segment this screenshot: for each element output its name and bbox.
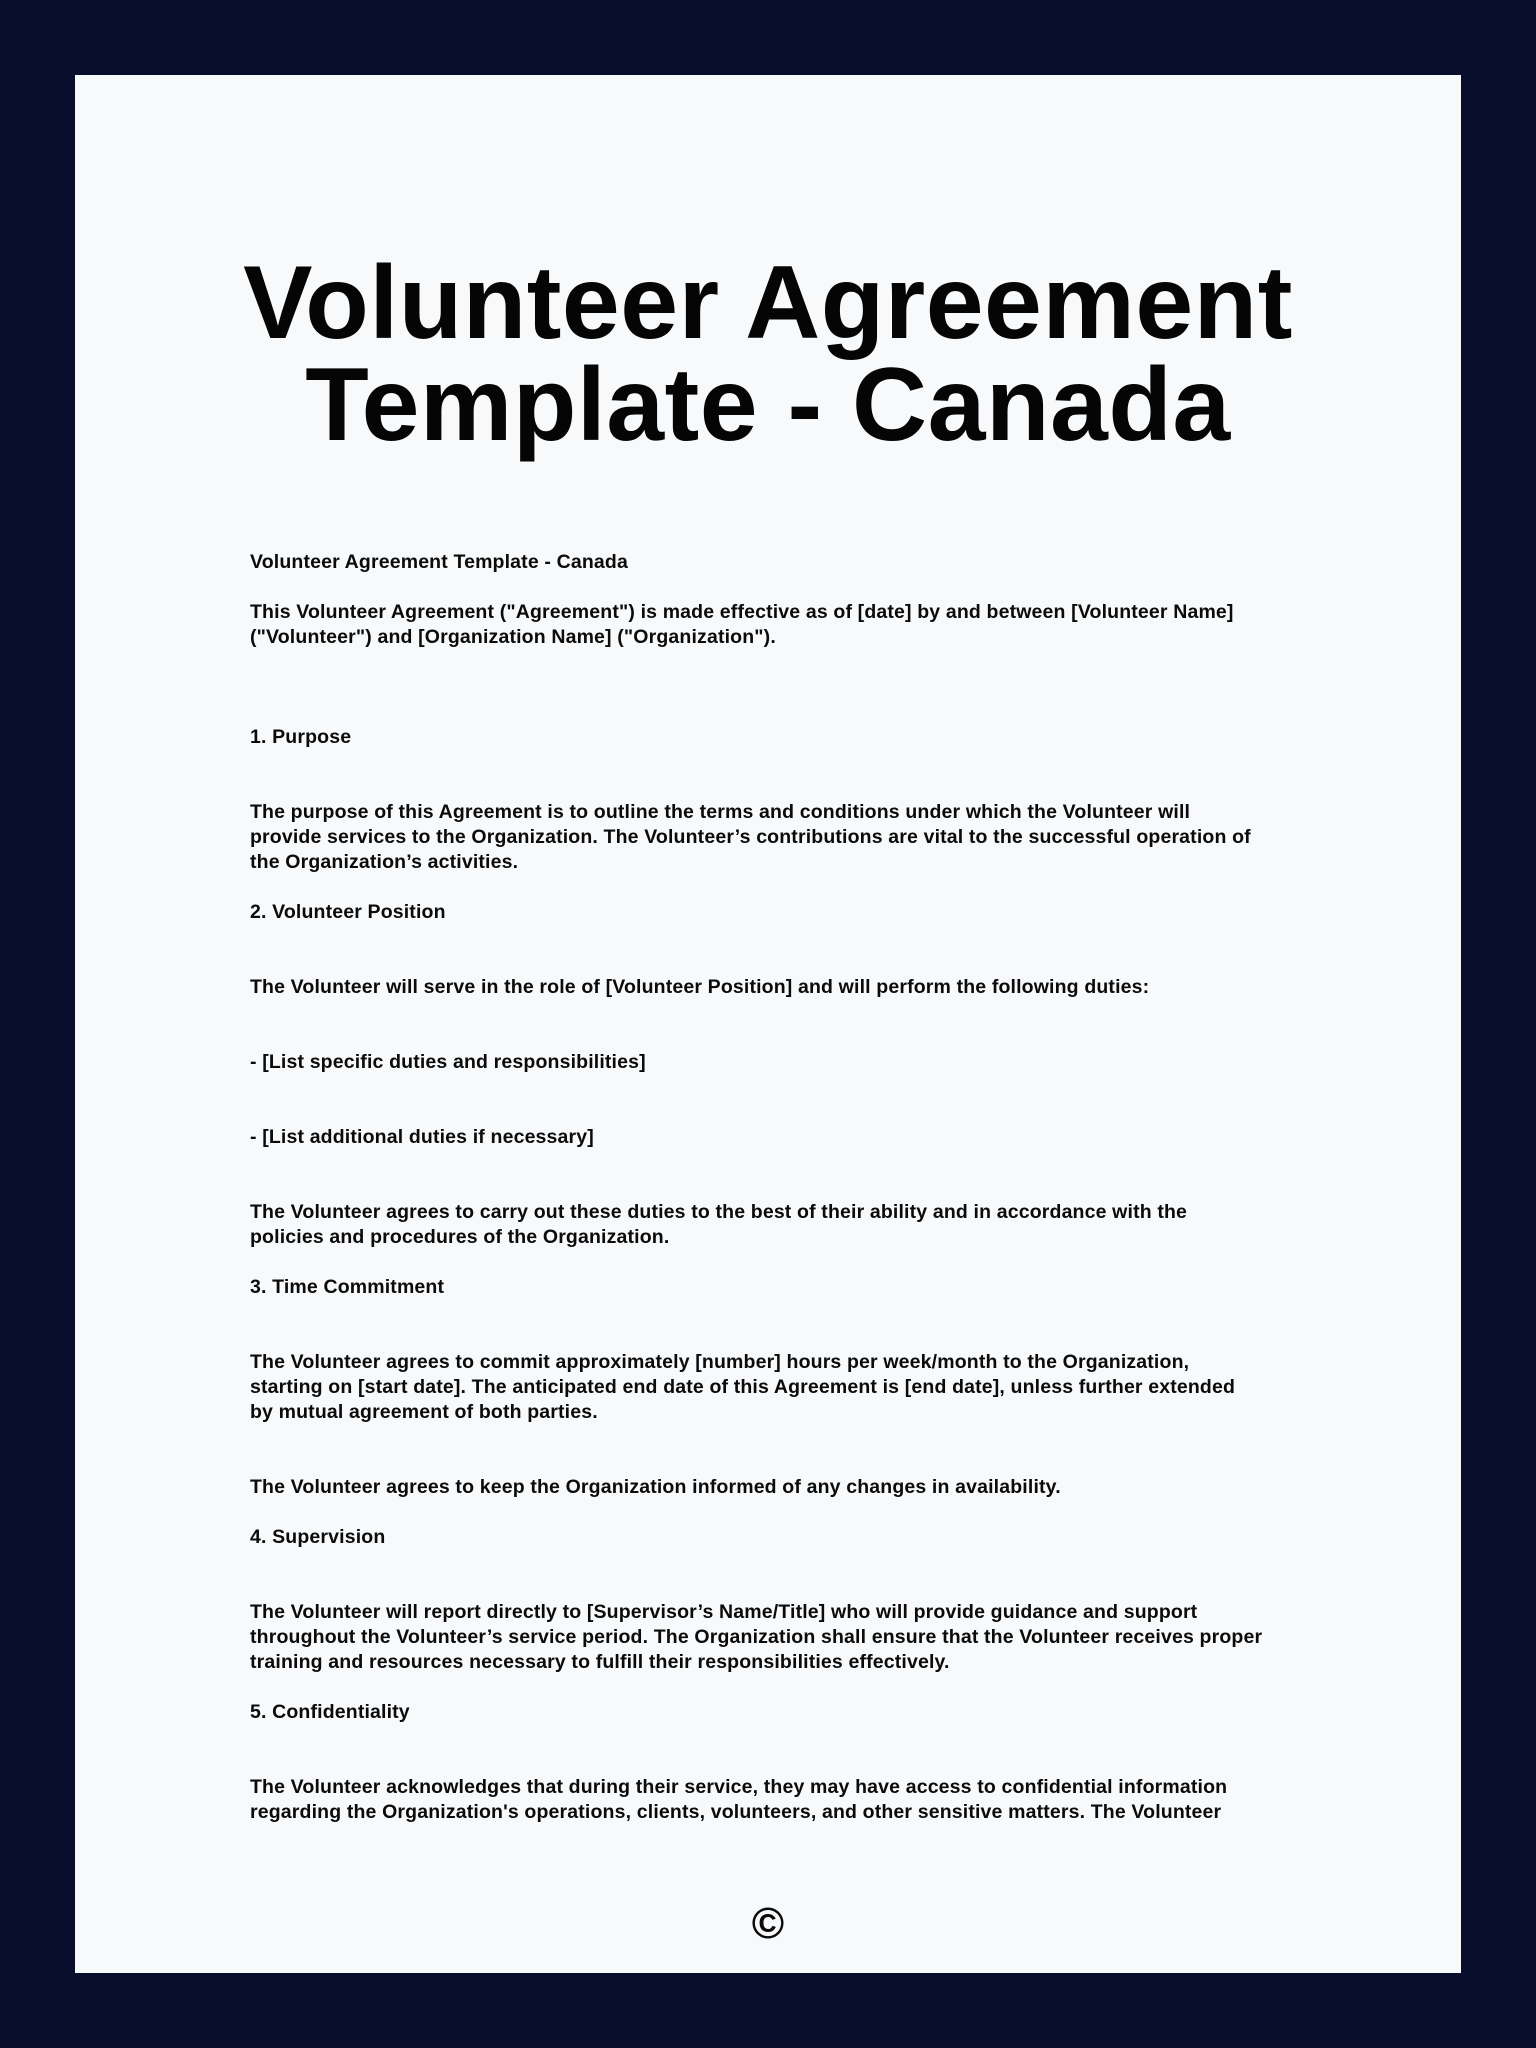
supervision-line-1: The Volunteer will report directly to [Supervisor’s Name/Title] who will provide guidance and support	[250, 1601, 1198, 1623]
purpose-line-1: The purpose of this Agreement is to outline the terms and conditions under which the Volunteer will	[250, 801, 1191, 823]
section-heading-purpose: 1. Purpose	[250, 726, 352, 748]
document-page	[75, 75, 1461, 1973]
intro-line-1: This Volunteer Agreement ("Agreement") is made effective as of [date] by and between [Volunteer Name]	[250, 601, 1234, 623]
section-heading-supervision: 4. Supervision	[250, 1526, 386, 1548]
document-heading: Volunteer Agreement Template - Canada	[250, 551, 628, 573]
duty-item-1: - [List specific duties and responsibilities]	[250, 1051, 646, 1073]
confidentiality-line-2: regarding the Organization's operations, clients, volunteers, and other sensitive matters. The Volunteer	[250, 1801, 1222, 1823]
time-line-1: The Volunteer agrees to commit approximately [number] hours per week/month to the Organization,	[250, 1351, 1190, 1373]
position-closing-line-2: policies and procedures of the Organization.	[250, 1226, 670, 1248]
copyright-icon: ©	[751, 1899, 785, 1948]
section-heading-time: 3. Time Commitment	[250, 1276, 445, 1298]
confidentiality-line-1: The Volunteer acknowledges that during their service, they may have access to confidential information	[250, 1776, 1228, 1798]
position-body: The Volunteer will serve in the role of [Volunteer Position] and will perform the following duties:	[250, 976, 1150, 998]
time-line-3: by mutual agreement of both parties.	[250, 1401, 598, 1423]
purpose-line-3: the Organization’s activities.	[250, 851, 519, 873]
supervision-line-3: training and resources necessary to fulfill their responsibilities effectively.	[250, 1651, 950, 1673]
document-title-line-1: Volunteer Agreement	[243, 245, 1293, 361]
time-availability: The Volunteer agrees to keep the Organization informed of any changes in availability.	[250, 1476, 1061, 1498]
section-heading-position: 2. Volunteer Position	[250, 901, 446, 923]
position-closing-line-1: The Volunteer agrees to carry out these duties to the best of their ability and in accordance with the	[250, 1201, 1188, 1223]
document-title	[75, 245, 1461, 463]
supervision-line-2: throughout the Volunteer’s service period. The Organization shall ensure that the Volunteer receives proper	[250, 1626, 1263, 1648]
section-heading-confidentiality: 5. Confidentiality	[250, 1701, 410, 1723]
duty-item-2: - [List additional duties if necessary]	[250, 1126, 594, 1148]
purpose-line-2: provide services to the Organization. The Volunteer’s contributions are vital to the successful operation of	[250, 826, 1251, 848]
intro-line-2: ("Volunteer") and [Organization Name] ("Organization").	[250, 626, 776, 648]
time-line-2: starting on [start date]. The anticipated end date of this Agreement is [end date], unless further extended	[250, 1376, 1236, 1398]
document-title-line-2: Template - Canada	[305, 347, 1231, 463]
